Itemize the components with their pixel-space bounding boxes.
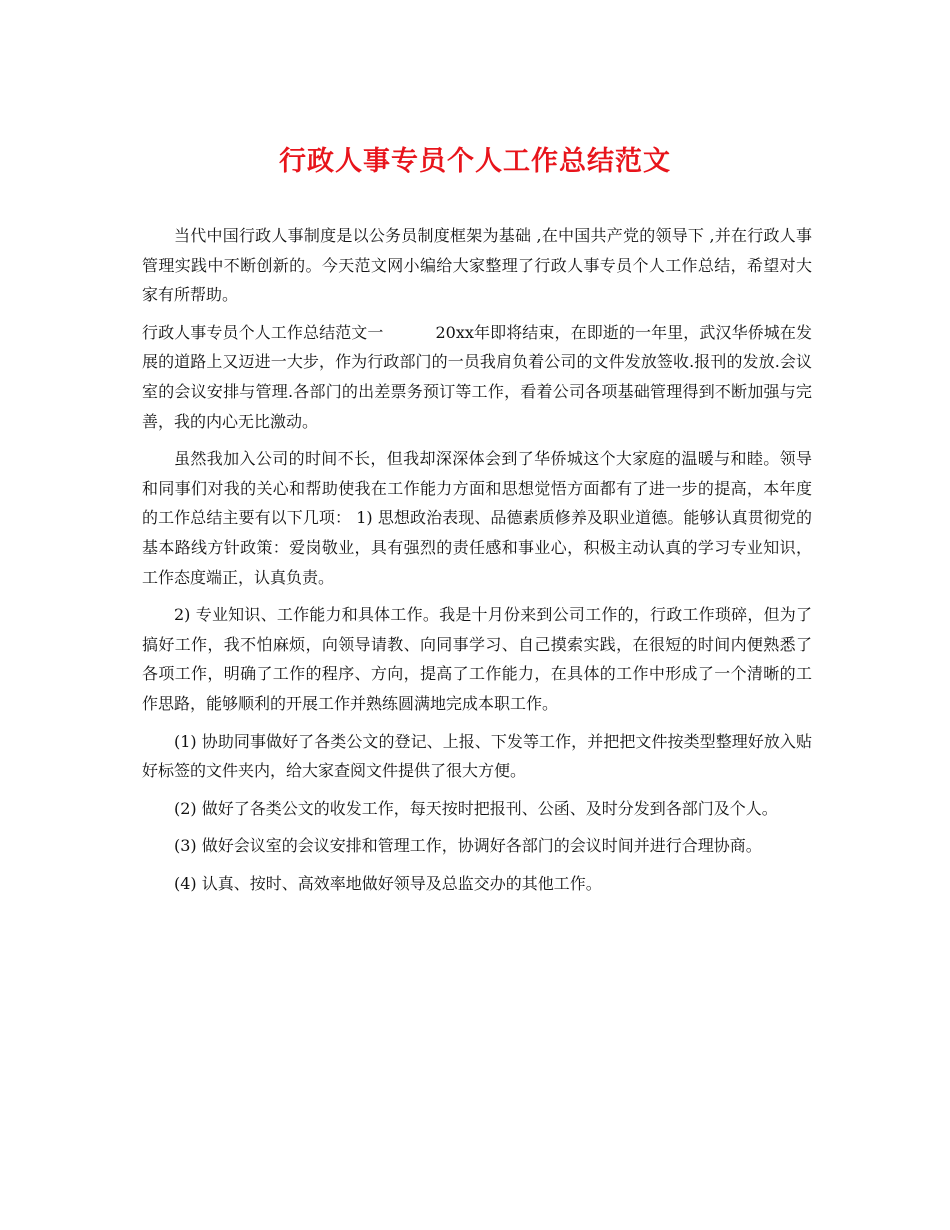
document-title: 行政人事专员个人工作总结范文 xyxy=(279,146,671,177)
intro-paragraph: 当代中国行政人事制度是以公务员制度框架为基础 ,在中国共产党的领导下 ,并在行政人事管理实践中不断创新的。今天范文网小编给大家整理了行政人事专员个人工作总结，希望对大家有所帮助。 xyxy=(142,226,812,305)
list-item-3: (3) 做好会议室的会议安排和管理工作，协调好各部门的会议时间并进行合理协商。 xyxy=(174,836,762,856)
paragraph-2: 虽然我加入公司的时间不长，但我却深深体会到了华侨城这个大家庭的温暖与和睦。领导和同事们对我的关心和帮助使我在工作能力方面和思想觉悟方面都有了进一步的提高，本年度的工作总结主要有以下几项： 1) 思想政治表现、品德素质修养及职业道德。能够认真贯彻党的基本路线方针政策：爱岗敬业，具有强烈的责任感和事业心，积极主动认真的学习专业知识，工作态度端正，认真负责。 xyxy=(142,449,812,587)
section-opening-text: 20xx年即将结束，在即逝的一年里，武汉华侨城在发展的道路上又迈进一大步，作为行政部门的一员我肩负着公司的文件发放签收.报刊的发放.会议室的会议安排与管理.各部门的出差票务预订等工作，看着公司各项基础管理得到不断加强与完善，我的内心无比激动。 xyxy=(142,322,812,431)
section-heading: 行政人事专员个人工作总结范文一 xyxy=(142,322,384,342)
list-item-1: (1) 协助同事做好了各类公文的登记、上报、下发等工作，并把把文件按类型整理好放入贴好标签的文件夹内，给大家查阅文件提供了很大方便。 xyxy=(142,731,812,781)
list-item-2: (2) 做好了各类公文的收发工作，每天按时把报刊、公函、及时分发到各部门及个人。 xyxy=(174,798,778,818)
document-body xyxy=(142,221,812,906)
paragraph-3: 2) 专业知识、工作能力和具体工作。我是十月份来到公司工作的，行政工作琐碎，但为了搞好工作，我不怕麻烦，向领导请教、向同事学习、自己摸索实践，在很短的时间内便熟悉了各项工作，明确了工作的程序、方向，提高了工作能力，在具体的工作中形成了一个清晰的工作思路，能够顺利的开展工作并熟练圆满地完成本职工作。 xyxy=(142,605,812,713)
list-item-4: (4) 认真、按时、高效率地做好领导及总监交办的其他工作。 xyxy=(174,873,602,893)
section-one-paragraph xyxy=(142,318,812,436)
